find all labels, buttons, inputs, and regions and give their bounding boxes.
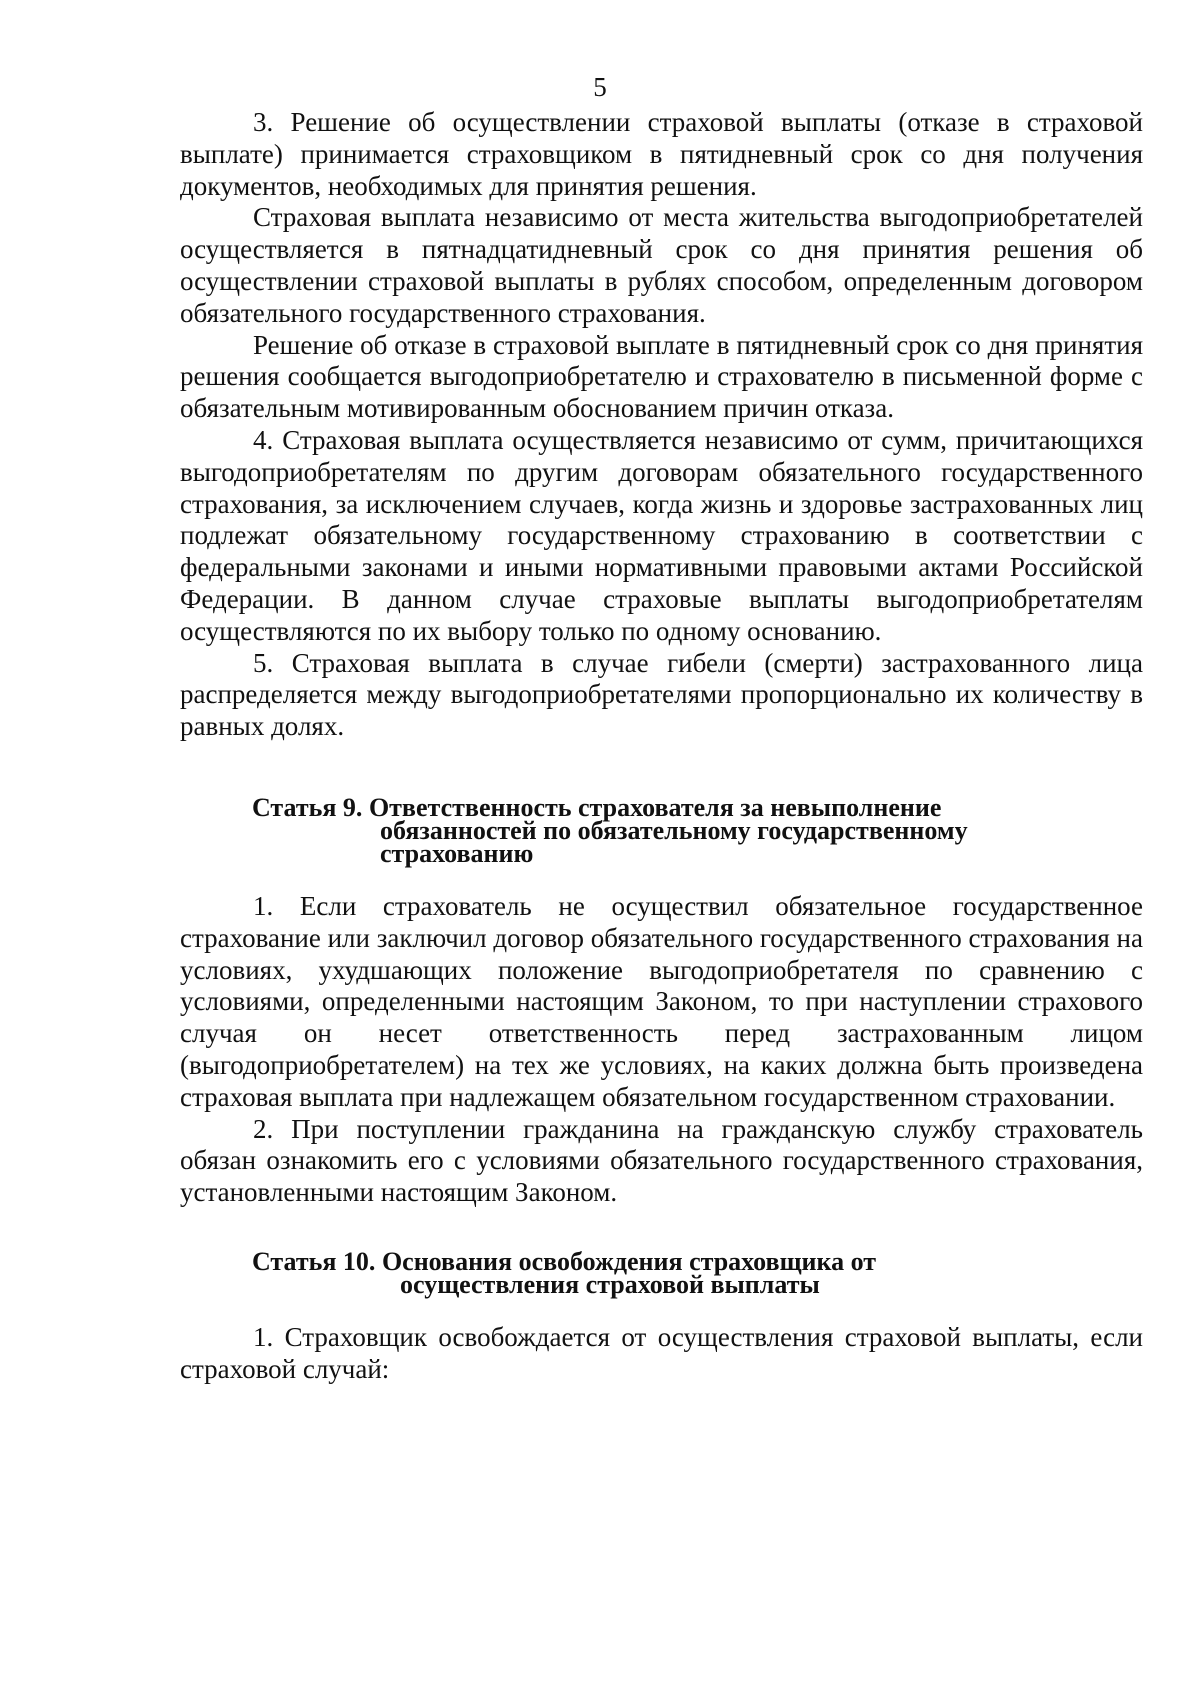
article-10-body [180, 1322, 1143, 1386]
article-10-label: Статья 10. [252, 1247, 376, 1276]
article-9-label: Статья 9. [252, 793, 363, 822]
article-9-body [180, 891, 1143, 1209]
article-9-title-line-3: страхованию [380, 839, 534, 868]
article-9-title-line-2: обязанностей по обязательному государственному [380, 816, 968, 845]
article-9-title-line-1: Ответственность страхователя за невыполнение [368, 793, 942, 822]
article-8-continuation [180, 107, 1143, 743]
article-10-title-line-1: Основания освобождения страховщика от [381, 1247, 877, 1276]
paragraph-refusal: Решение об отказе в страховой выплате в пятидневный срок со дня принятия решения сообщается выгодоприобретателю и страхователю в письменной форме с обязательным мотивированным обоснованием причин отказа. [180, 329, 1143, 424]
article-10-heading [252, 1247, 877, 1299]
article-10-title-line-2: осуществления страховой выплаты [400, 1270, 820, 1299]
article-9-heading [252, 793, 968, 868]
paragraph-3: 3. Решение об осуществлении страховой выплаты (отказе в страховой выплате) принимается страховщиком в пятидневный срок со дня получения документов, необходимых для принятия решения. [180, 107, 1143, 201]
paragraph-payout-term: Страховая выплата независимо от места жительства выгодоприобретателей осуществляется в пятнадцатидневный срок со дня принятия решения об осуществлении страховой выплаты в рублях способом, определенным договором обязательного государственного страхования. [180, 202, 1143, 328]
page-number: 5 [593, 72, 607, 102]
article-9-paragraph-2: 2. При поступлении гражданина на гражданскую службу страхователь обязан ознакомить его с условиями обязательного государственного страхования, установленными настоящим Законом. [180, 1113, 1143, 1208]
article-10-paragraph-1: 1. Страховщик освобождается от осуществления страховой выплаты, если страховой случай: [180, 1322, 1143, 1384]
paragraph-5: 5. Страховая выплата в случае гибели (смерти) застрахованного лица распределяется между выгодоприобретателями пропорционально их количеству в равных долях. [180, 647, 1143, 742]
article-9-paragraph-1: 1. Если страхователь не осуществил обязательное государственное страхование или заключил договор обязательного государственного страхования на условиях, ухудшающих положение выгодоприобретателя по сравнению с условиями, определенными настоящим Законом, то при наступлении страхового случая он несет ответственность перед застрахованным лицом (выгодоприобретателем) на тех же условиях, на каких должна быть произведена страховая выплата при надлежащем обязательном государственном страховании. [180, 891, 1143, 1112]
paragraph-4: 4. Страховая выплата осуществляется независимо от сумм, причитающихся выгодоприобретателям по другим договорам обязательного государственного страхования, за исключением случаев, когда жизнь и здоровье застрахованных лиц подлежат обязательному государственному страхованию в соответствии с федеральными законами и иными нормативными правовыми актами Российской Федерации. В данном случае страховые выплаты выгодоприобретателям осуществляются по их выбору только по одному основанию. [180, 424, 1143, 646]
